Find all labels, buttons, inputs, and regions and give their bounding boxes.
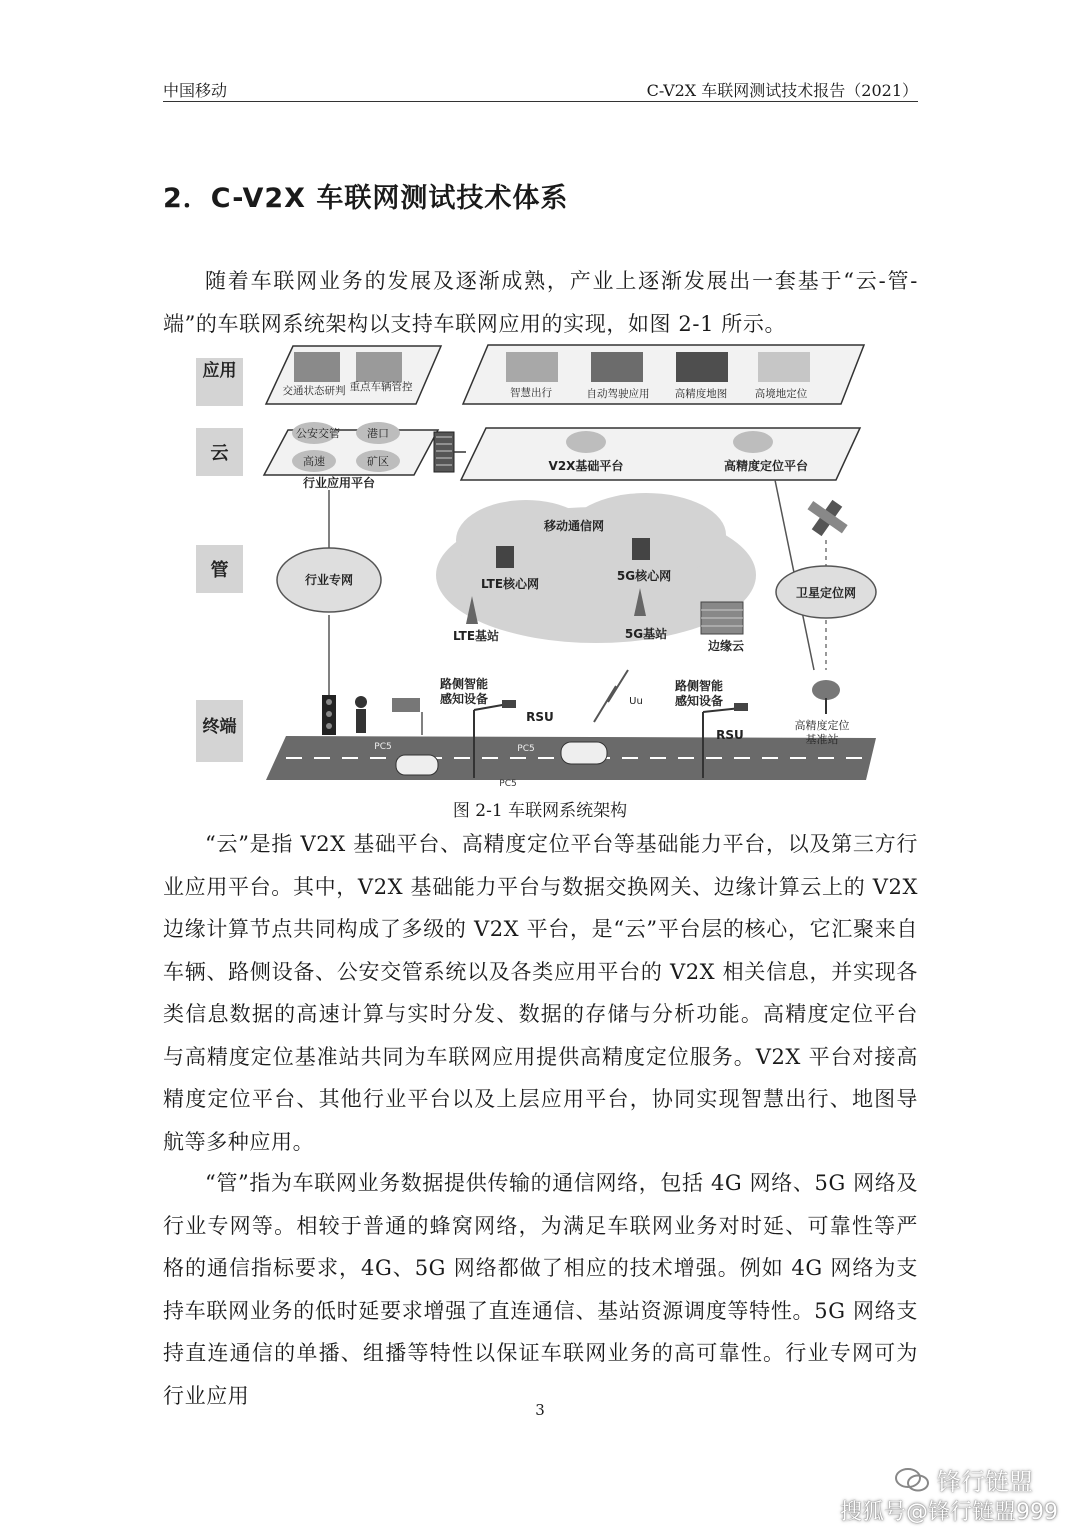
- section-title: 2．C-V2X 车联网测试技术体系: [163, 183, 569, 214]
- roadside-2-line1: 路侧智能: [674, 679, 724, 693]
- industry-network-cloud: [277, 548, 381, 612]
- industry-app-platform: [264, 422, 438, 490]
- core-5g-label: 5G核心网: [616, 569, 672, 583]
- roadside-2-line2: 感知设备: [674, 694, 724, 708]
- vehicle-control-image: [356, 352, 402, 382]
- watermark-source: 搜狐号@锋行链盟999: [840, 1500, 1058, 1525]
- edge-cloud-label: 边缘云: [707, 639, 745, 653]
- pc5-label-left: PC5: [374, 742, 392, 752]
- app-left-1: 交通状态研判: [282, 385, 346, 397]
- smart-travel-image: [506, 352, 558, 382]
- hd-positioning-image: [758, 352, 810, 382]
- paragraph-pipe: “管”指为车联网业务数据提供传输的通信网络，包括 4G 网络、5G 网络及行业专网等。相较于普通的蜂窝网络，为满足车联网业务对时延、可靠性等严格的通信指标要求，4G、5G 网络都做了相应的技术增强。例如 4G 网络为支持车联网业务的低时延要求增强了直连通信、基站资源调度等特性。5G 网络支持直连通信的单播、组播等特性以保证车联网业务的高可靠性。行业专网可为行业应用: [163, 1171, 918, 1408]
- uu-link-icon: [594, 670, 628, 722]
- header-rule: [163, 101, 918, 102]
- lte-core-icon: [496, 546, 514, 568]
- app-right-2: 自动驾驶应用: [586, 388, 650, 400]
- header-report-title: C-V2X 车联网测试技术报告（2021）: [646, 81, 918, 100]
- industry-platform-label: 行业应用平台: [302, 476, 376, 490]
- industry-network-label: 行业专网: [304, 573, 354, 587]
- rsu-2-label: RSU: [716, 728, 744, 742]
- layer-cloud-label: 云: [210, 443, 229, 464]
- watermark-account-name: 锋行链盟: [937, 1468, 1033, 1496]
- v2x-cloud-platform: [461, 428, 860, 480]
- base-station-line2: 基准站: [805, 733, 839, 746]
- hd-platform-label: 高精度定位平台: [723, 459, 809, 473]
- road: [266, 736, 876, 789]
- satellite-network-label: 卫星定位网: [795, 586, 857, 600]
- layer-labels: [196, 358, 243, 762]
- app-right-1: 智慧出行: [510, 387, 552, 399]
- road-sign-icon: [392, 698, 420, 712]
- traffic-state-image: [294, 352, 340, 382]
- watermark-account: [895, 1462, 1033, 1497]
- dish-antenna-icon: [812, 680, 840, 700]
- header-org: 中国移动: [163, 81, 228, 100]
- cloud-left-1: 公安交管: [296, 427, 340, 440]
- mobile-network-label: 移动通信网: [543, 519, 605, 533]
- app-platform-right: [463, 345, 864, 404]
- cloud-left-4: 矿区: [367, 455, 389, 468]
- autonomous-driving-image: [591, 352, 643, 382]
- car-2-icon: [561, 742, 607, 764]
- app-left-2: 重点车辆管控: [349, 381, 413, 393]
- layer-app-label: 应用: [202, 361, 237, 381]
- page-number: 3: [535, 1401, 545, 1419]
- pc5-label-mid: PC5: [517, 744, 535, 754]
- architecture-diagram: [196, 340, 886, 790]
- wechat-icon: [895, 1467, 929, 1493]
- roadside-1-line2: 感知设备: [439, 692, 489, 706]
- figure-caption: 图 2-1 车联网系统架构: [452, 801, 628, 821]
- base-station-line1: 高精度定位: [794, 719, 850, 732]
- v2x-cloud-icon: [566, 431, 606, 453]
- cloud-left-3: 高速: [303, 455, 325, 468]
- app-platform-left: [266, 346, 441, 404]
- lte-bs-label: LTE基站: [452, 629, 500, 643]
- rsu-1-icon: [502, 700, 516, 708]
- core-5g-icon: [632, 538, 650, 560]
- pedestrian-icon: [355, 696, 367, 708]
- paragraph-intro: 随着车联网业务的发展及逐渐成熟，产业上逐渐发展出一套基于“云-管-端”的车联网系统架构以支持车联网应用的实现，如图 2-1 所示。: [163, 269, 918, 336]
- rsu-1-label: RSU: [526, 710, 554, 724]
- car-1-icon: [396, 755, 438, 775]
- uu-label: Uu: [629, 696, 643, 707]
- lte-core-label: LTE核心网: [480, 577, 540, 591]
- app-right-3: 高精度地图: [674, 388, 728, 400]
- hd-cloud-icon: [733, 431, 773, 453]
- cloud-left-2: 港口: [367, 427, 389, 440]
- pc5-label-bottom: PC5: [499, 779, 517, 789]
- edge-cloud: [701, 602, 744, 653]
- data-gateway-icon: [434, 432, 454, 472]
- roadside-1-line1: 路侧智能: [439, 677, 489, 691]
- positioning-base-station: [795, 680, 850, 746]
- paragraph-cloud: “云”是指 V2X 基础平台、高精度定位平台等基础能力平台，以及第三方行业应用平台。其中，V2X 基础能力平台与数据交换网关、边缘计算云上的 V2X 边缘计算节点共同构成了多级的 V2X 平台，是“云”平台层的核心，它汇聚来自车辆、路侧设备、公安交管系统以及各类应用平台的 V2X 相关信息，并实现各类信息数据的高速计算与实时分发、数据的存储与分析功能。高精度定位平台与高精度定位基准站共同为车联网应用提供高精度定位服务。V2X 平台对接高精度定位平台、其他行业平台以及上层应用平台，协同实现智慧出行、地图导航等多种应用。: [163, 832, 918, 1154]
- rsu-2-icon: [734, 703, 748, 711]
- layer-pipe-label: 管: [210, 560, 229, 581]
- v2x-platform-label: V2X基础平台: [548, 459, 624, 473]
- hd-map-image: [676, 352, 728, 382]
- layer-terminal-label: 终端: [202, 717, 237, 737]
- bs-5g-label: 5G基站: [624, 627, 668, 641]
- app-right-4: 高境地定位: [754, 388, 808, 400]
